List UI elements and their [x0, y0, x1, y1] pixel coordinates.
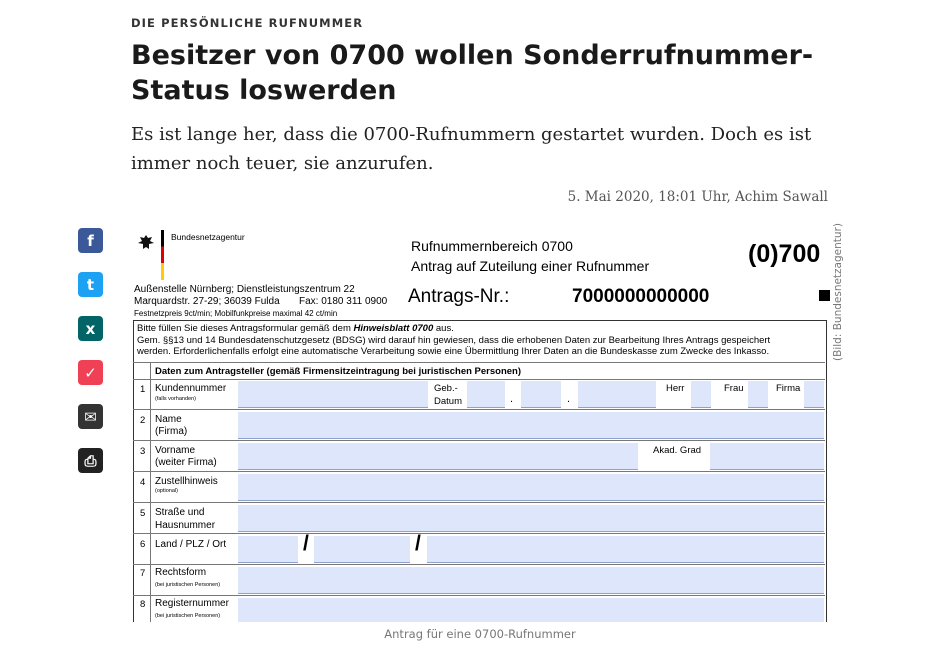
print-icon: ⎙	[84, 451, 97, 470]
field-plz[interactable]	[314, 536, 410, 563]
divider	[133, 379, 825, 380]
field-strasse[interactable]	[238, 505, 824, 532]
eagle-logo-icon	[135, 232, 157, 254]
field-ort[interactable]	[427, 536, 824, 563]
row-label: Vorname	[155, 445, 196, 456]
herr-label: Herr	[666, 383, 685, 394]
field-kundennummer[interactable]	[238, 381, 428, 408]
field-separator: /	[415, 532, 421, 555]
row-label: Straße und	[155, 507, 205, 518]
divider	[133, 440, 825, 441]
row-label: Kundennummer	[155, 383, 227, 394]
article-headline: Besitzer von 0700 wollen Sonderrufnummer-Status loswerden	[131, 40, 814, 106]
row-sublabel: (Firma)	[155, 426, 188, 437]
article-meta	[500, 189, 828, 205]
share-twitter-button[interactable]	[78, 272, 103, 297]
checkbox-firma[interactable]	[804, 381, 824, 408]
frau-label: Frau	[724, 383, 744, 394]
divider	[133, 595, 825, 596]
field-separator: /	[303, 532, 309, 555]
row-label: Name	[155, 414, 182, 425]
share-pocket-button[interactable]	[78, 360, 103, 385]
divider	[133, 564, 825, 565]
datum-label: Datum	[434, 396, 462, 407]
range-subtitle: Antrag auf Zuteilung einer Rufnummer	[411, 258, 650, 274]
divider	[133, 471, 825, 472]
author-link[interactable]: Achim Sawall	[735, 189, 828, 205]
checkbox-herr[interactable]	[691, 381, 711, 408]
row-number: 6	[140, 539, 146, 550]
divider	[133, 533, 825, 534]
twitter-icon: t	[86, 275, 95, 294]
share-xing-button[interactable]	[78, 316, 103, 341]
field-akad-grad[interactable]	[710, 443, 824, 470]
xing-icon: x	[85, 319, 96, 338]
field-registernummer[interactable]	[238, 598, 824, 622]
field-vorname[interactable]	[238, 443, 638, 470]
share-email-button[interactable]	[78, 404, 103, 429]
agency-address-2: Marquardstr. 27-29; 36039 Fulda	[134, 296, 280, 307]
divider	[133, 502, 825, 503]
row-label: Land / PLZ / Ort	[155, 539, 227, 550]
range-title: Rufnummernbereich 0700	[411, 238, 573, 254]
row-label: Registernummer	[155, 598, 229, 609]
field-zustellhinweis[interactable]	[238, 474, 824, 501]
row-number: 4	[140, 477, 146, 488]
article-kicker: DIE PERSÖNLICHE RUFNUMMER	[131, 16, 364, 30]
row-sublabel: Hausnummer	[155, 520, 216, 531]
form-note-2: Gem. §§13 und 14 Bundesdatenschutzgesetz (BDSG) wird darauf hin gewiesen, dass die erhobenen Daten zur Bearbeitung Ihres Antrags gespeichert	[137, 335, 771, 346]
image-caption: Antrag für eine 0700-Rufnummer	[384, 627, 576, 641]
form-image	[131, 226, 831, 622]
date-dot: .	[567, 393, 571, 405]
field-name[interactable]	[238, 412, 824, 439]
form-note-emph: Hinweisblatt 0700	[353, 323, 434, 334]
agency-address-1: Außenstelle Nürnberg; Dienstleistungszentrum 22	[134, 284, 355, 295]
field-geb-jahr[interactable]	[578, 381, 656, 408]
row-number: 7	[140, 568, 146, 579]
share-print-button[interactable]	[78, 448, 103, 473]
akad-grad-label: Akad. Grad	[653, 445, 702, 456]
eagle-flag-bar	[161, 230, 164, 280]
form-note-suffix: aus.	[433, 323, 454, 334]
divider	[133, 409, 825, 410]
row-sublabel: (bei juristischen Personen)	[155, 613, 221, 619]
row-sublabel: (optional)	[155, 488, 178, 494]
number-column-line	[150, 362, 151, 622]
form-note-1	[137, 323, 454, 334]
article-teaser: Es ist lange her, dass die 0700-Rufnummern gestartet wurden. Doch es ist immer noch teuer, sie anzurufen.	[131, 124, 812, 174]
antrags-number: 7000000000000	[572, 286, 710, 307]
email-icon: ✉	[84, 407, 97, 426]
number-prefix: (0)700	[748, 240, 821, 268]
image-credit-text: (Bild: Bundesnetzagentur)	[832, 223, 844, 361]
row-sublabel: (bei juristischen Personen)	[155, 582, 221, 588]
row-sublabel: (falls vorhanden)	[155, 396, 196, 402]
article-date: 5. Mai 2020, 18:01 Uhr	[567, 189, 727, 205]
row-number: 8	[140, 599, 146, 610]
form-note-3: werden. Erforderlichenfalls erfolgt eine automatische Verarbeitung sowie eine Übermittlung Ihrer Daten an die Bundeskasse zum Zwecke des Inkasso.	[137, 346, 770, 357]
field-rechtsform[interactable]	[238, 567, 824, 594]
meta-separator: ,	[726, 189, 731, 205]
row-sublabel: (weiter Firma)	[155, 457, 217, 468]
field-geb-monat[interactable]	[521, 381, 561, 408]
antrags-label: Antrags-Nr.:	[408, 286, 510, 307]
form-note-prefix: Bitte füllen Sie dieses Antragsformular gemäß dem	[137, 323, 354, 334]
field-land[interactable]	[238, 536, 298, 563]
row-label: Rechtsform	[155, 567, 207, 578]
share-facebook-button[interactable]	[78, 228, 103, 253]
section-title: Daten zum Antragsteller (gemäß Firmensitzeintragung bei juristischen Personen)	[155, 366, 521, 377]
row-label: Zustellhinweis	[155, 476, 218, 487]
checkbox-frau[interactable]	[748, 381, 768, 408]
row-number: 5	[140, 508, 146, 519]
image-credit	[823, 223, 848, 368]
row-number: 2	[140, 415, 146, 426]
agency-fax: Fax: 0180 311 0900	[299, 296, 388, 307]
agency-price: Festnetzpreis 9ct/min; Mobilfunkpreise maximal 42 ct/min	[134, 309, 338, 318]
field-geb-tag[interactable]	[467, 381, 505, 408]
pocket-icon: ✓	[84, 363, 97, 382]
date-dot: .	[510, 393, 514, 405]
firma-label: Firma	[776, 383, 801, 394]
geb-label: Geb.-	[434, 383, 458, 394]
facebook-icon: f	[87, 231, 94, 250]
row-number: 3	[140, 446, 146, 457]
row-number: 1	[140, 384, 146, 395]
agency-name: Bundesnetzagentur	[171, 232, 245, 242]
divider	[133, 362, 825, 363]
